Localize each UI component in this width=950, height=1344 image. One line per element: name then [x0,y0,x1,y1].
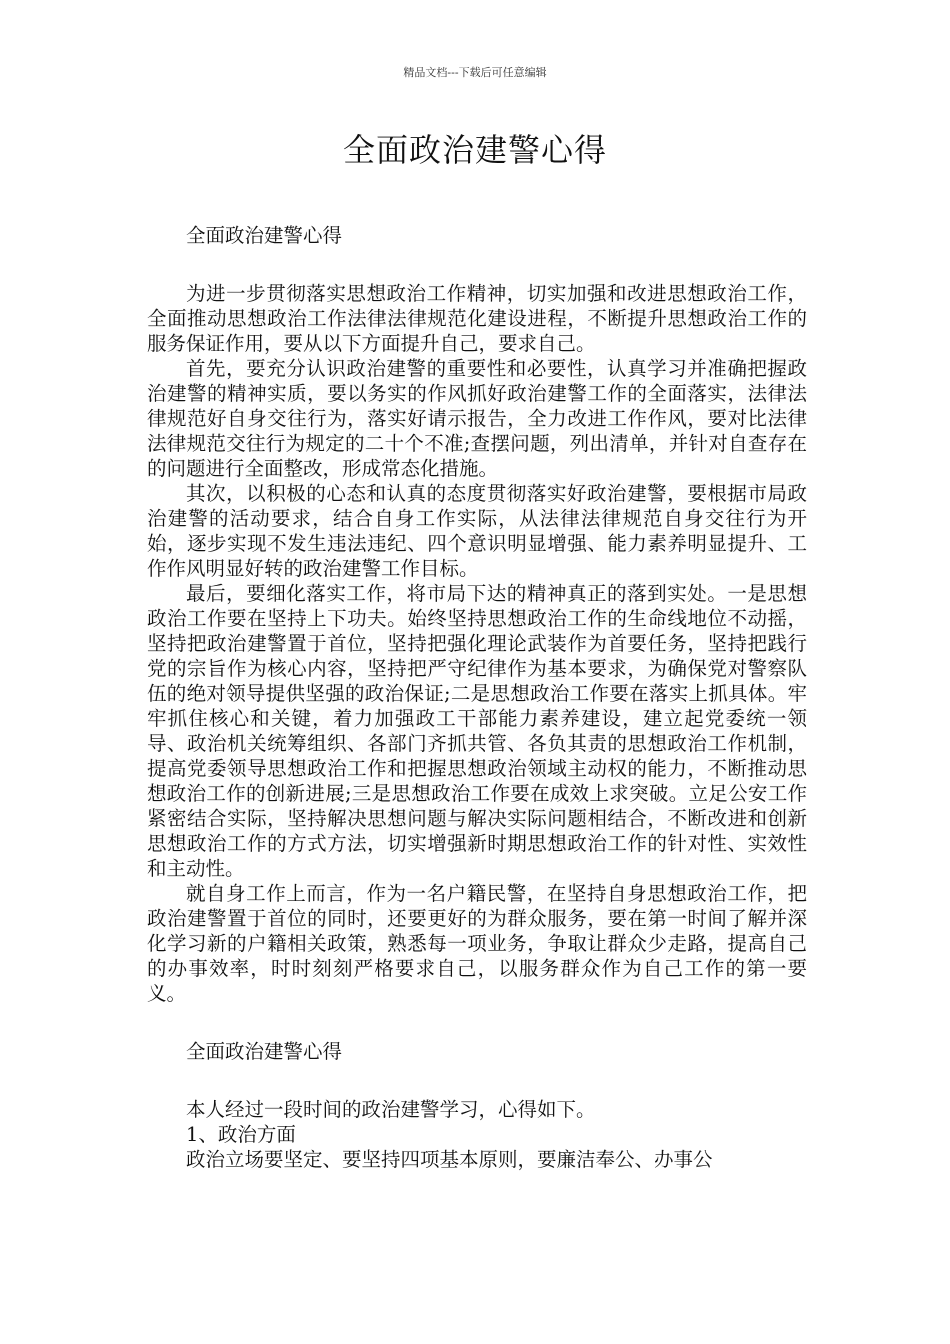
document-body [147,223,807,1172]
section-intro: 本人经过一段时间的政治建警学习，心得如下。 [186,1098,596,1121]
paragraph: 首先，要充分认识政治建警的重要性和必要性，认真学习并准确把握政治建警的精神实质，要以务实的作风抓好政治建警工作的全面落实，法律法律规范好自身交往行为，落实好请示报告，全力改进工作作风，要对比法律法律规范交往行为规定的二十个不准;查摆问题，列出清单，并针对自查存在的问题进行全面整改，形成常态化措施。 [147,357,807,480]
paragraph: 就自身工作上而言，作为一名户籍民警，在坚持自身思想政治工作，把政治建警置于首位的同时，还要更好的为群众服务，要在第一时间了解并深化学习新的户籍相关政策，熟悉每一项业务，争取让群众少走路，提高自己的办事效率，时时刻刻严格要求自己，以服务群众作为自己工作的第一要义。 [147,882,807,1005]
item-label: 1、政治方面 [186,1123,296,1146]
spacer [147,248,807,273]
paragraph: 为进一步贯彻落实思想政治工作精神，切实加强和改进思想政治工作，全面推动思想政治工作法律法律规范化建设进程，不断提升思想政治工作的服务保证作用，要从以下方面提升自己，要求自己。 [147,282,807,355]
spacer [147,1064,807,1097]
section-heading: 全面政治建警心得 [186,224,343,247]
document-title: 全面政治建警心得 [342,131,607,169]
paragraph: 最后，要细化落实工作，将市局下达的精神真正的落到实处。一是思想政治工作要在坚持上下功夫。始终坚持思想政治工作的生命线地位不动摇，坚持把政治建警置于首位，坚持把强化理论武装作为首要任务，坚持把践行党的宗旨作为核心内容，坚持把严守纪律作为基本要求，为确保党对警察队伍的绝对领导提供坚强的政治保证;二是思想政治工作要在落实上抓具体。牢牢抓住核心和关键，着力加强政工干部能力素养建设，建立起党委统一领导、政治机关统筹组织、各部门齐抓共管、各负其责的思想政治工作机制，提高党委领导思想政治工作和把握思想政治领域主动权的能力，不断推动思想政治工作的创新进展;三是思想政治工作要在成效上求突破。立足公安工作紧密结合实际，坚持解决思想问题与解决实际问题相结合，不断改进和创新思想政治工作的方式方法，切实增强新时期思想政治工作的针对性、实效性和主动性。 [147,582,807,880]
paragraph: 其次，以积极的心态和认真的态度贯彻落实好政治建警，要根据市局政治建警的活动要求，结合自身工作实际，从法律法律规范自身交往行为开始，逐步实现不发生违法违纪、四个意识明显增强、能力素养明显提升、工作作风明显好转的政治建警工作目标。 [147,482,807,580]
page-header: 精品文档---下载后可任意编辑 [403,66,547,79]
item-text: 政治立场要坚定、要坚持四项基本原则，要廉洁奉公、办事公 [186,1148,713,1171]
spacer [147,1006,807,1039]
section-heading: 全面政治建警心得 [186,1040,343,1063]
